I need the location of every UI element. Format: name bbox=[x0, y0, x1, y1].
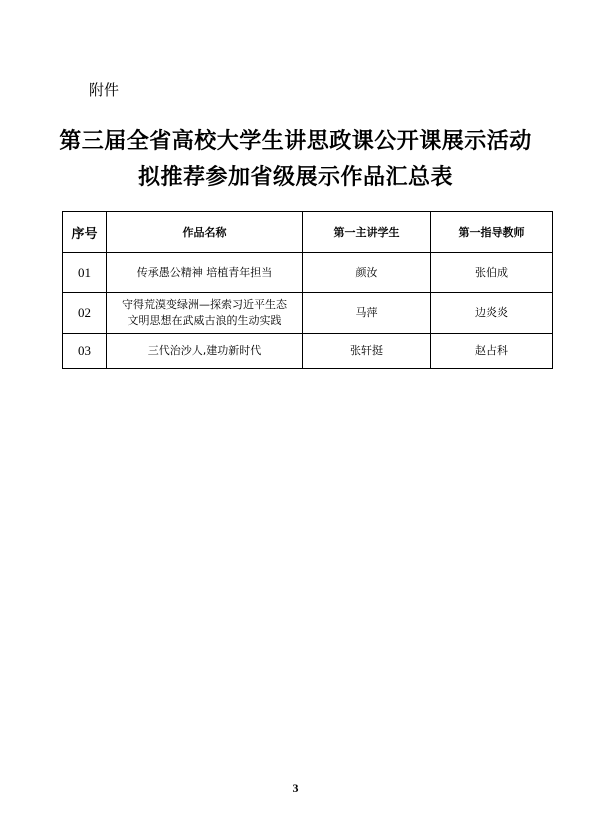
work-name-line: 传承愚公精神 培植青年担当 bbox=[136, 265, 273, 279]
cell-seq: 01 bbox=[63, 253, 107, 293]
table-header-row bbox=[63, 212, 553, 253]
document-title bbox=[0, 123, 591, 195]
cell-work-name bbox=[107, 253, 303, 293]
cell-student: 颜汝 bbox=[303, 253, 431, 293]
table-row bbox=[63, 253, 553, 293]
header-teacher: 第一指导教师 bbox=[431, 212, 553, 253]
table-row bbox=[63, 293, 553, 334]
cell-student: 张轩挺 bbox=[303, 334, 431, 369]
works-summary-table bbox=[62, 211, 553, 369]
cell-seq: 03 bbox=[63, 334, 107, 369]
title-line-2: 拟推荐参加省级展示作品汇总表 bbox=[137, 164, 453, 190]
header-seq: 序号 bbox=[63, 212, 107, 253]
title-line-1: 第三届全省高校大学生讲思政课公开课展示活动 bbox=[59, 128, 532, 154]
cell-work-name bbox=[107, 293, 303, 334]
cell-seq: 02 bbox=[63, 293, 107, 334]
work-name-line: 守得荒漠变绿洲—探索习近平生态 bbox=[122, 298, 287, 311]
cell-work-name bbox=[107, 334, 303, 369]
cell-student: 马萍 bbox=[303, 293, 431, 334]
header-work-name: 作品名称 bbox=[107, 212, 303, 253]
cell-teacher: 赵占科 bbox=[431, 334, 553, 369]
table-row bbox=[63, 334, 553, 369]
attachment-label: 附件 bbox=[89, 81, 120, 99]
page-number: 3 bbox=[292, 781, 299, 795]
work-name-line: 文明思想在武威古浪的生动实践 bbox=[127, 314, 282, 327]
header-student: 第一主讲学生 bbox=[303, 212, 431, 253]
cell-teacher: 张伯成 bbox=[431, 253, 553, 293]
cell-teacher: 边炎炎 bbox=[431, 293, 553, 334]
work-name-line: 三代治沙人,建功新时代 bbox=[147, 344, 262, 357]
